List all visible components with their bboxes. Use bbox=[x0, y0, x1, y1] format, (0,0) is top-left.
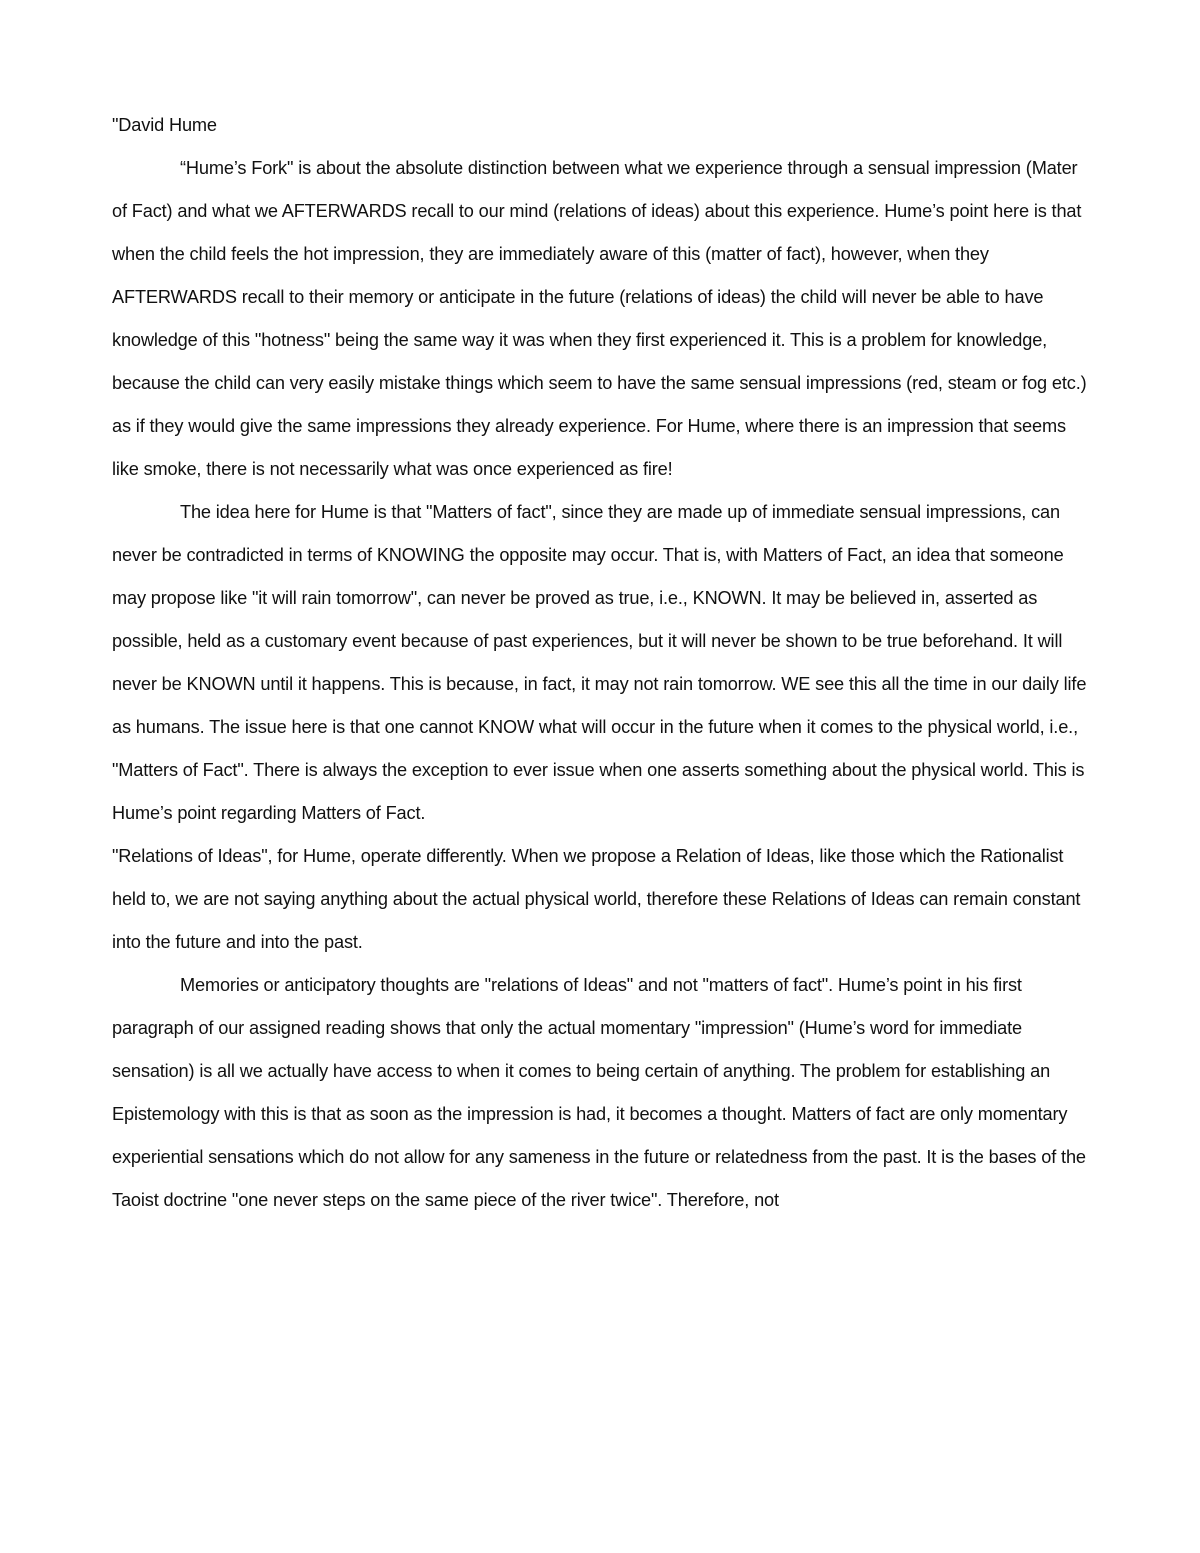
paragraph-relations-of-ideas: "Relations of Ideas", for Hume, operate differently. When we propose a Relation of Ideas, like those which the Rationalist held to, we are not saying anything about the actual physical world, therefore these Relations of Ideas can remain constant into the future and into the past. bbox=[112, 846, 1081, 952]
document-title: "David Hume bbox=[112, 115, 217, 135]
paragraph-memories: Memories or anticipatory thoughts are "relations of Ideas" and not "matters of fact". Hume’s point in his first paragraph of our assigned reading shows that only the actual momentary "impression" (Hume’s word for immediate sensation) is all we actually have access to when it comes to being certain of anything. The problem for establishing an Epistemology with this is that as soon as the impression is had, it becomes a thought. Matters of fact are only momentary experiential sensations which do not allow for any sameness in the future or relatedness from the past. It is the bases of the Taoist doctrine "one never steps on the same piece of the river twice". Therefore, not bbox=[112, 975, 1086, 1210]
paragraph-matters-of-fact: The idea here for Hume is that "Matters of fact", since they are made up of immediate sensual impressions, can never be contradicted in terms of KNOWING the opposite may occur. That is, with Matters of Fact, an idea that someone may propose like "it will rain tomorrow", can never be proved as true, i.e., KNOWN. It may be believed in, asserted as possible, held as a customary event because of past experiences, but it will never be shown to be true beforehand. It will never be KNOWN until it happens. This is because, in fact, it may not rain tomorrow. WE see this all the time in our daily life as humans. The issue here is that one cannot KNOW what will occur in the future when it comes to the physical world, i.e., "Matters of Fact". There is always the exception to ever issue when one asserts something about the physical world. This is Hume’s point regarding Matters of Fact. bbox=[112, 502, 1087, 823]
document-body bbox=[112, 104, 1097, 1222]
paragraph-humes-fork: “Hume’s Fork" is about the absolute distinction between what we experience through a sensual impression (Mater of Fact) and what we AFTERWARDS recall to our mind (relations of ideas) about this experience. Hume’s point here is that when the child feels the hot impression, they are immediately aware of this (matter of fact), however, when they AFTERWARDS recall to their memory or anticipate in the future (relations of ideas) the child will never be able to have knowledge of this "hotness" being the same way it was when they first experienced it. This is a problem for knowledge, because the child can very easily mistake things which seem to have the same sensual impressions (red, steam or fog etc.) as if they would give the same impressions they already experience. For Hume, where there is an impression that seems like smoke, there is not necessarily what was once experienced as fire! bbox=[112, 158, 1087, 479]
